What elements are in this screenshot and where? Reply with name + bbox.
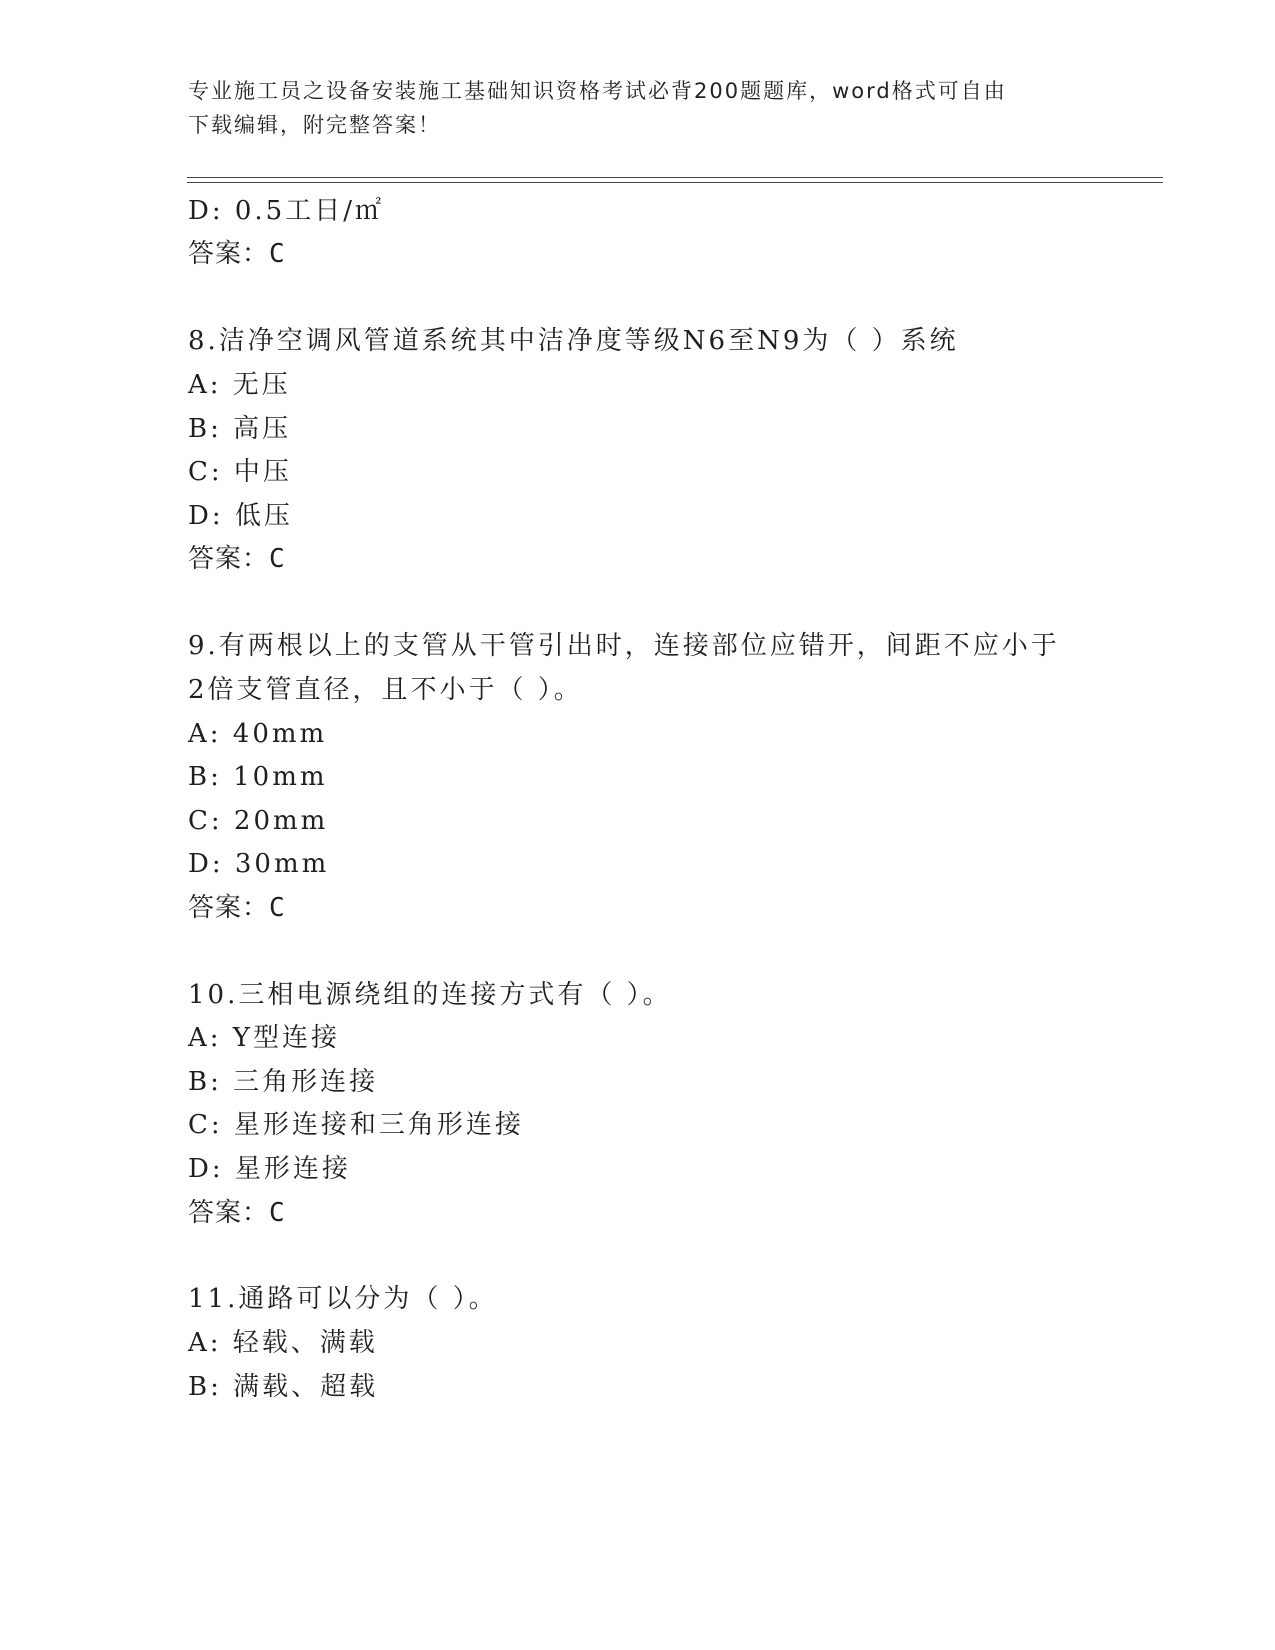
answer-line	[188, 237, 286, 271]
option-d: D: 30mm	[188, 849, 330, 879]
answer-value: C	[269, 1198, 286, 1228]
answer-line	[188, 1196, 286, 1230]
option-b: B: 高压	[188, 414, 292, 444]
question-stem: 11.通路可以分为（ ）。	[188, 1284, 498, 1314]
header-line-2: 下载编辑，附完整答案！	[188, 113, 441, 137]
answer-label: 答案：	[188, 1198, 270, 1228]
option-a: A: 轻载、满载	[188, 1328, 378, 1358]
option-c: C: 中压	[188, 457, 292, 487]
option-b: B: 满载、超载	[188, 1372, 379, 1402]
answer-line	[188, 542, 286, 576]
option-b: B: 10mm	[188, 762, 328, 792]
question-stem: 10.三相电源绕组的连接方式有（ ）。	[188, 980, 672, 1010]
option-c: C: 20mm	[188, 806, 329, 836]
option-a: A: Y型连接	[188, 1023, 340, 1053]
question-stem-line-2: 2倍支管直径，且不小于（ ）。	[188, 675, 583, 705]
answer-value: C	[269, 893, 286, 923]
header-divider-bottom	[187, 182, 1163, 183]
answer-value: C	[269, 544, 286, 574]
option-d: D: 低压	[188, 501, 293, 531]
header-line-1: 专业施工员之设备安装施工基础知识资格考试必背200题题库，word格式可自由	[188, 79, 1007, 103]
header-divider-top	[187, 177, 1163, 178]
option-d: D: 0.5工日/㎡	[188, 196, 384, 226]
answer-line	[188, 891, 286, 925]
option-b: B: 三角形连接	[188, 1067, 379, 1097]
option-a: A: 无压	[188, 370, 291, 400]
option-a: A: 40mm	[188, 719, 328, 749]
answer-label: 答案：	[188, 239, 270, 269]
option-c: C: 星形连接和三角形连接	[188, 1110, 524, 1140]
question-stem-line-1: 9.有两根以上的支管从干管引出时，连接部位应错开，间距不应小于	[188, 631, 1060, 661]
option-d: D: 星形连接	[188, 1154, 351, 1184]
answer-value: C	[269, 239, 286, 269]
answer-label: 答案：	[188, 544, 270, 574]
question-stem: 8.洁净空调风管道系统其中洁净度等级N6至N9为（ ）系统	[188, 326, 959, 356]
answer-label: 答案：	[188, 893, 270, 923]
document-header	[188, 74, 1088, 142]
